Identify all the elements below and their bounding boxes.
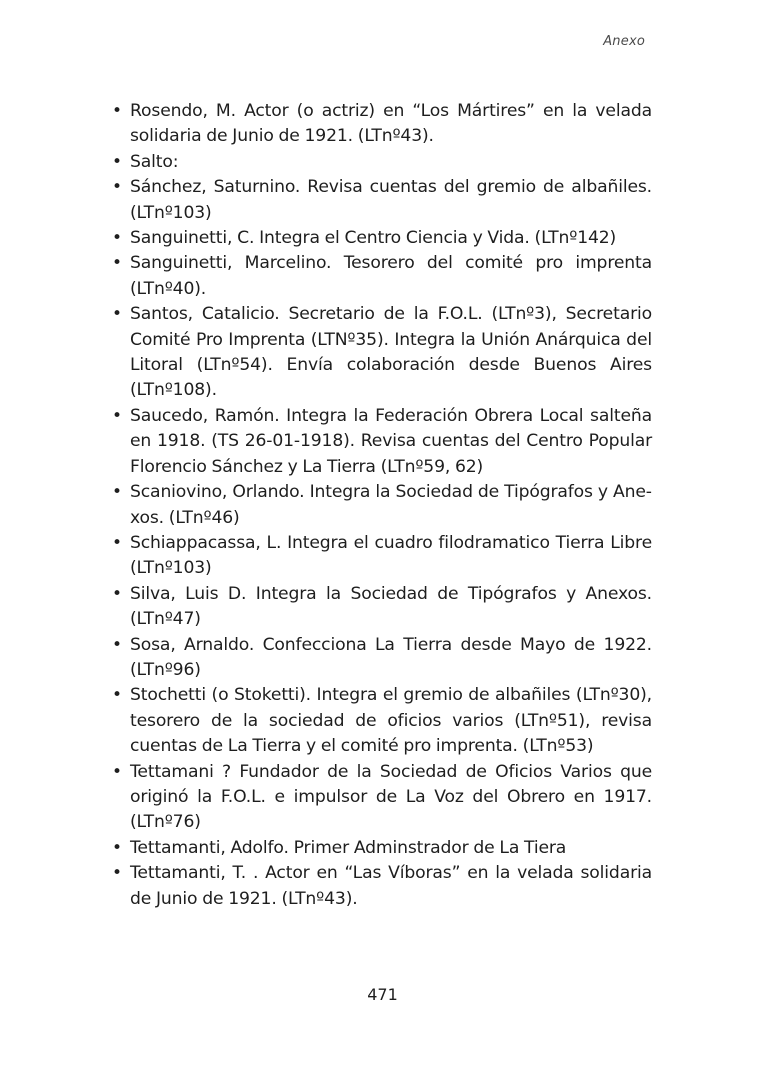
bullet-icon: • xyxy=(112,482,122,503)
bullet-icon: • xyxy=(112,304,122,325)
entry-text: Saucedo, Ramón. Integra la Federación Obrera Local salteña en 1918. (TS 26-01-1918). Revisa cuentas del Centro Popular Florencio Sánchez y La Tierra (LTnº59, 62) xyxy=(130,405,652,477)
bullet-icon: • xyxy=(112,151,122,172)
bullet-icon: • xyxy=(112,837,122,858)
entry-text: Sánchez, Saturnino. Revisa cuentas del gremio de albañiles. (LTnº103) xyxy=(130,177,652,223)
bullet-icon: • xyxy=(112,228,122,249)
list-item xyxy=(110,150,652,175)
entry-text: Rosendo, M. Actor (o actriz) en “Los Mártires” en la velada solidaria de Junio de 1921. (LTnº43). xyxy=(130,101,652,147)
list-item xyxy=(110,302,652,404)
list-item xyxy=(110,226,652,251)
list-item xyxy=(110,99,652,150)
entry-text: Tettamanti, T. . Actor en “Las Víboras” en la velada solidaria de Junio de 1921. (LTnº43). xyxy=(130,863,652,909)
entry-text: Sanguinetti, C. Integra el Centro Ciencia y Vida. (LTnº142) xyxy=(130,228,617,249)
bullet-icon: • xyxy=(112,863,122,884)
bullet-icon: • xyxy=(112,101,122,121)
entry-text: Santos, Catalicio. Secretario de la F.O.L. (LTnº3), Secretario Comité Pro Imprenta (LTNº35). Integra la Unión Anárquica del Litoral (LTnº54). Envía colaboración desde Buenos Aires (LTnº108). xyxy=(130,304,652,401)
bullet-icon: • xyxy=(112,405,122,426)
list-item xyxy=(110,531,652,582)
list-item xyxy=(110,861,652,912)
list-item xyxy=(110,175,652,226)
bullet-icon: • xyxy=(112,583,122,604)
list-item xyxy=(110,633,652,684)
list-item xyxy=(110,760,652,836)
page-number: 471 xyxy=(367,985,398,1004)
entry-text: Stochetti (o Stoketti). Integra el gremio de albañiles (LTnº30), tesorero de la sociedad de oficios varios (LTnº51), revisa cuentas de La Tierra y el comité pro imprenta. (LTnº53) xyxy=(130,685,652,757)
bullet-icon: • xyxy=(112,634,122,655)
bullet-icon: • xyxy=(112,177,122,198)
entry-text: Schiappacassa, L. Integra el cuadro filodramatico Tierra Libre (LTnº103) xyxy=(130,532,652,579)
entry-text: Tettamanti, Adolfo. Primer Adminstrador de La Tiera xyxy=(130,837,567,858)
list-item xyxy=(110,404,652,480)
list-item xyxy=(110,480,652,531)
entry-text: Tettamani ? Fundador de la Sociedad de Oficios Varios que originó la F.O.L. e impulsor de La Voz del Obrero en 1917. (LTnº76) xyxy=(130,761,652,833)
bullet-icon: • xyxy=(112,532,122,553)
entry-text: Sosa, Arnaldo. Confecciona La Tierra desde Mayo de 1922. (LTnº96) xyxy=(130,634,652,680)
entry-text: Scaniovino, Orlando. Integra la Sociedad de Tipógrafos y Anexos. (LTnº46) xyxy=(130,482,652,528)
running-header: Anexo xyxy=(603,34,645,49)
entry-list xyxy=(110,99,652,912)
list-item xyxy=(110,582,652,633)
list-item xyxy=(110,251,652,302)
entry-text: Sanguinetti, Marcelino. Tesorero del comité pro imprenta (LTnº40). xyxy=(130,253,652,299)
bullet-icon: • xyxy=(112,253,122,274)
bullet-icon: • xyxy=(112,761,122,782)
entry-text: Silva, Luis D. Integra la Sociedad de Tipógrafos y Anexos. (LTnº47) xyxy=(130,583,652,630)
list-item xyxy=(110,836,652,861)
entry-text: Salto: xyxy=(130,151,179,172)
list-item xyxy=(110,683,652,759)
bullet-icon: • xyxy=(112,685,122,706)
